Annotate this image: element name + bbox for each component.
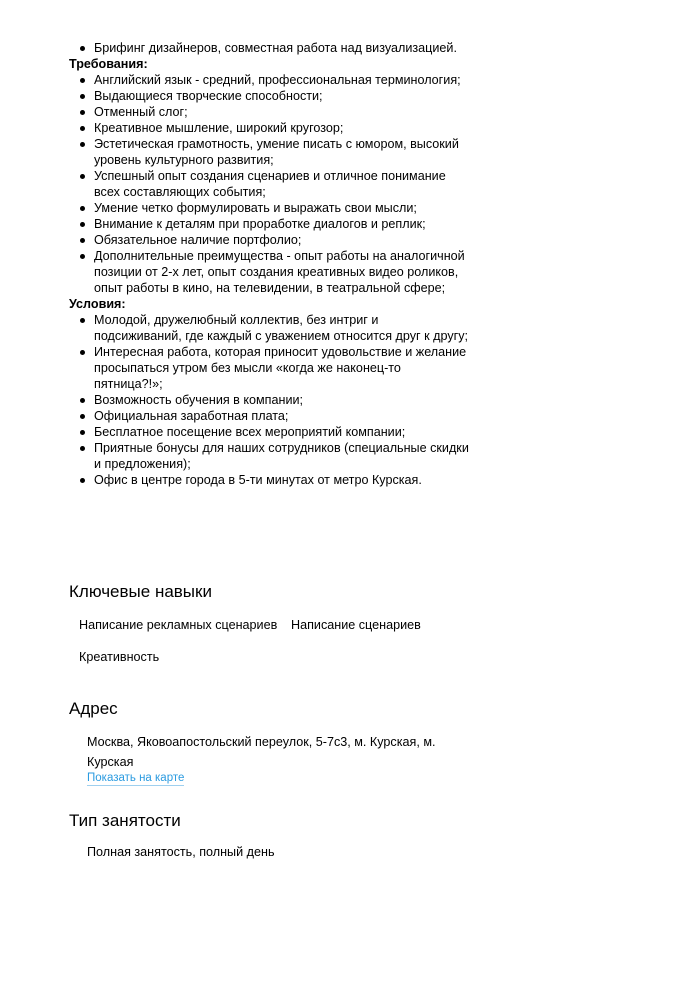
list-item: Брифинг дизайнеров, совместная работа над визуализацией. <box>94 40 469 56</box>
bullet-icon <box>80 78 85 83</box>
list-item: Успешный опыт создания сценариев и отличное понимание всех составляющих события; <box>94 168 469 200</box>
bullet-icon <box>80 222 85 227</box>
employment-text: Полная занятость, полный день <box>87 845 275 859</box>
list-item: Офис в центре города в 5-ти минутах от метро Курская. <box>94 472 469 488</box>
list-item: Возможность обучения в компании; <box>94 392 469 408</box>
list-item: Интересная работа, которая приносит удовольствие и желание просыпаться утром без мысли «когда же наконец-то пятница?!»; <box>94 344 469 392</box>
skill-tag: Написание сценариев <box>291 618 421 632</box>
skill-tag: Креативность <box>79 650 160 664</box>
bullet-icon <box>80 398 85 403</box>
employment-title: Тип занятости <box>69 811 181 830</box>
responsibilities-list <box>69 40 469 56</box>
bullet-icon <box>80 142 85 147</box>
list-item: Дополнительные преимущества - опыт работы на аналогичной позиции от 2-х лет, опыт создания креативных видео роликов, опыт работы в кино, на телевидении, в театральной сфере; <box>94 248 469 296</box>
show-on-map-link[interactable]: Показать на карте <box>87 772 185 784</box>
bullet-icon <box>80 446 85 451</box>
bullet-icon <box>80 430 85 435</box>
conditions-list <box>69 312 469 488</box>
requirements-list <box>69 72 469 296</box>
bullet-icon <box>80 110 85 115</box>
bullet-icon <box>80 414 85 419</box>
list-item: Приятные бонусы для наших сотрудников (специальные скидки и предложения); <box>94 440 469 472</box>
bullet-icon <box>80 350 85 355</box>
requirements-label: Требования: <box>69 57 148 71</box>
bullet-icon <box>80 238 85 243</box>
bullet-icon <box>80 174 85 179</box>
list-item: Выдающиеся творческие способности; <box>94 88 469 104</box>
list-item: Креативное мышление, широкий кругозор; <box>94 120 469 136</box>
bullet-icon <box>80 206 85 211</box>
key-skills-title: Ключевые навыки <box>69 582 212 601</box>
list-item: Обязательное наличие портфолио; <box>94 232 469 248</box>
list-item: Бесплатное посещение всех мероприятий компании; <box>94 424 469 440</box>
address-text: Москва, Яковоапостольский переулок, 5-7с3, м. Курская, м. Курская <box>87 735 436 769</box>
list-item: Официальная заработная плата; <box>94 408 469 424</box>
bullet-icon <box>80 46 85 51</box>
list-item: Внимание к деталям при проработке диалогов и реплик; <box>94 216 469 232</box>
bullet-icon <box>80 478 85 483</box>
list-item: Умение четко формулировать и выражать свои мысли; <box>94 200 469 216</box>
list-item: Молодой, дружелюбный коллектив, без интриг и подсиживаний, где каждый с уважением относится друг к другу; <box>94 312 469 344</box>
bullet-icon <box>80 254 85 259</box>
vacancy-description <box>69 40 469 488</box>
bullet-icon <box>80 318 85 323</box>
conditions-label: Условия: <box>69 297 126 311</box>
list-item: Отменный слог; <box>94 104 469 120</box>
list-item: Эстетическая грамотность, умение писать с юмором, высокий уровень культурного развития; <box>94 136 469 168</box>
address-title: Адрес <box>69 699 118 718</box>
skill-tag: Написание рекламных сценариев <box>79 618 278 632</box>
bullet-icon <box>80 126 85 131</box>
list-item: Английский язык - средний, профессиональная терминология; <box>94 72 469 88</box>
bullet-icon <box>80 94 85 99</box>
